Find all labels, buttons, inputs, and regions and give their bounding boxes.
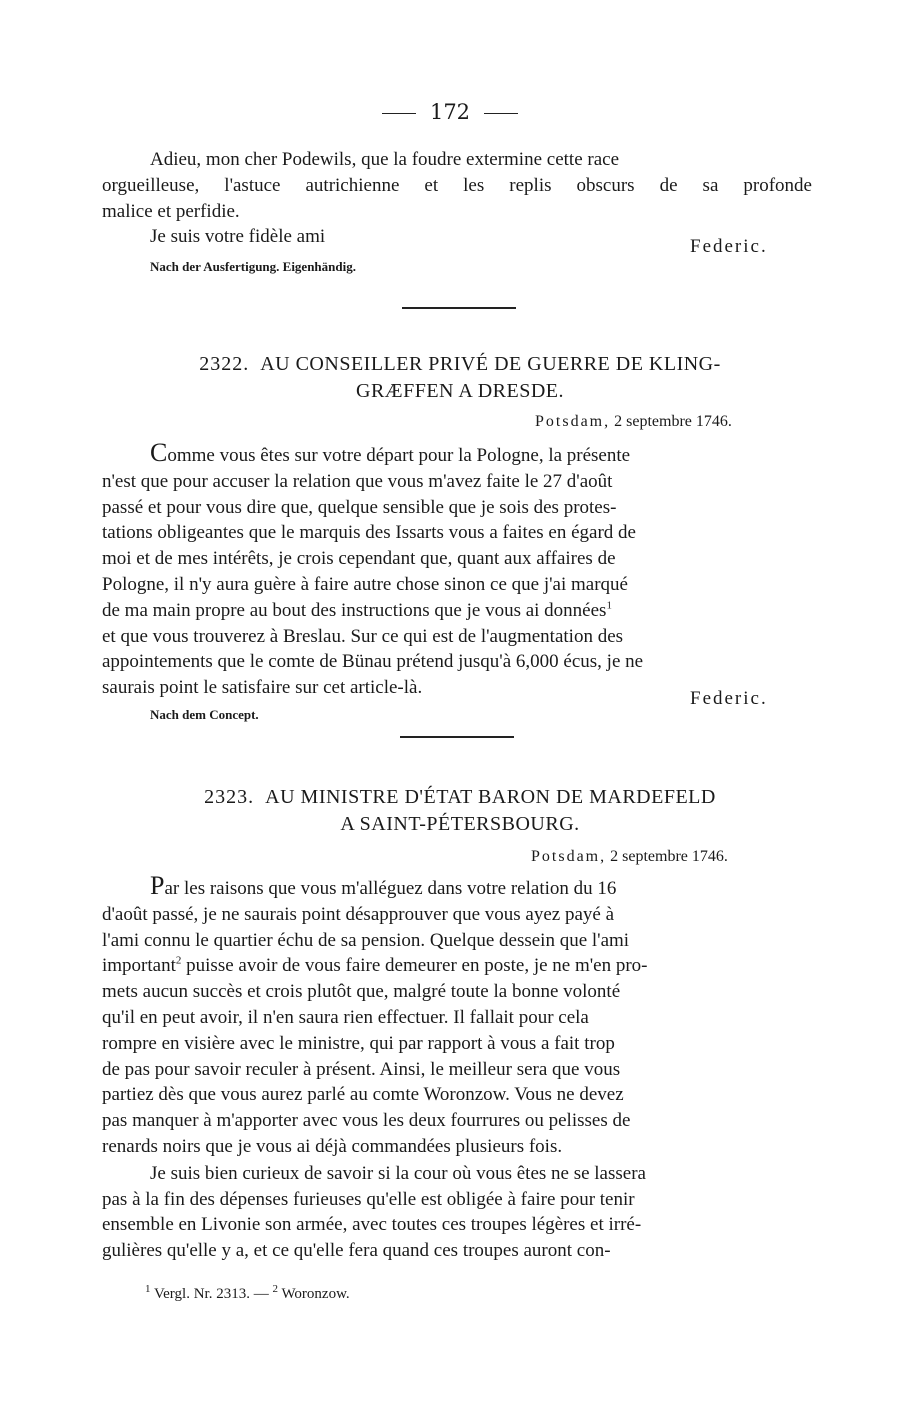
dash-right [484, 113, 518, 114]
letter-heading: 2322. AU CONSEILLER PRIVÉ DE GUERRE DE KLING- GRÆFFEN A DRESDE. [199, 353, 721, 402]
letter-date: Potsdam, 2 septembre 1746. [535, 413, 732, 430]
letter-date: Potsdam, 2 septembre 1746. [531, 848, 728, 865]
source-note: Nach der Ausfertigung. Eigenhändig. [150, 259, 356, 274]
letter-number: 2323. [204, 786, 255, 808]
footnote-ref: 2 [175, 955, 182, 968]
source-note: Nach dem Concept. [150, 707, 259, 722]
section-rule [402, 307, 516, 309]
dash-left [382, 113, 416, 114]
signature: Federic. [690, 236, 768, 257]
letter-body: Par les raisons que vous m'alléguez dans votre relation du 16 d'août passé, je ne saurais point désapprouver que vous ayez payé à l'ami connu le quartier échu de sa pension. Quelque dessein que l'ami important$^2$ puisse avoir de vous faire demeurer en poste, je ne m'en pro- mets aucun succès et crois plutôt que, malgré toute la bonne volonté qu'il en peut avoir, il n'en saura rien effectuer. Il fallait pour cela rompre en visière avec le ministre, qui par rapport à vous a fait trop de pas pour savoir reculer à présent. Ainsi, le meilleur sera que vous partiez dès que vous aurez parlé au comte Woronzow. Vous ne devez pas manquer à m'apporter avec vous les deux fourrures ou pelisses de renards noirs que je vous ai déjà commandées plusieurs fois. Je suis bien curieux de savoir si la cour où vous êtes ne se lassera pas à la fin des dépenses furieuses qu'elle est obligée à faire pour tenir ensemble en Livonie son armée, avec toutes ces troupes légères et irré- gulières qu'elle y a, et ce qu'elle fera quand ces troupes auront con- [102, 871, 648, 1262]
signature: Federic. [690, 688, 768, 709]
footnotes: $^1$ Vergl. Nr. 2313. — $^2$ Woronzow. [145, 1283, 350, 1302]
closing: Je suis votre fidèle ami [150, 226, 326, 248]
section-rule [400, 736, 514, 738]
page-number: 172 [0, 100, 900, 124]
letter-heading: 2323. AU MINISTRE D'ÉTAT BARON DE MARDEFELD A SAINT-PÉTERSBOURG. [204, 786, 716, 835]
prev-letter-body: Adieu, mon cher Podewils, que la foudre extermine cette race orgueilleuse, l'astuce autrichienne et les replis obscurs de sa profonde malice et perfidie. Je suis votre fidèle ami [102, 149, 812, 248]
letter-body: Comme vous êtes sur votre départ pour la Pologne, la présente n'est que pour accuser la relation que vous m'avez faite le 27 d'août passé et pour vous dire que, quelque sensible que je sois des protes- tations obligeantes que le marquis des Issarts vous a faites en égard de moi et de mes intérêts, je crois cependant que, quant aux affaires de Pologne, il n'y aura guère à faire autre chose sinon ce que j'ai marqué de ma main propre au bout des instructions que je vous ai données$^1$ et que vous trouverez à Breslau. Sur ce qui est de l'augmentation des appointements que le comte de Bünau prétend jusqu'à 6,000 écus, je ne saurais point le satisfaire sur cet article-là. [102, 438, 644, 699]
footnote-ref: 1 [606, 599, 612, 612]
letter-number: 2322. [199, 353, 250, 375]
